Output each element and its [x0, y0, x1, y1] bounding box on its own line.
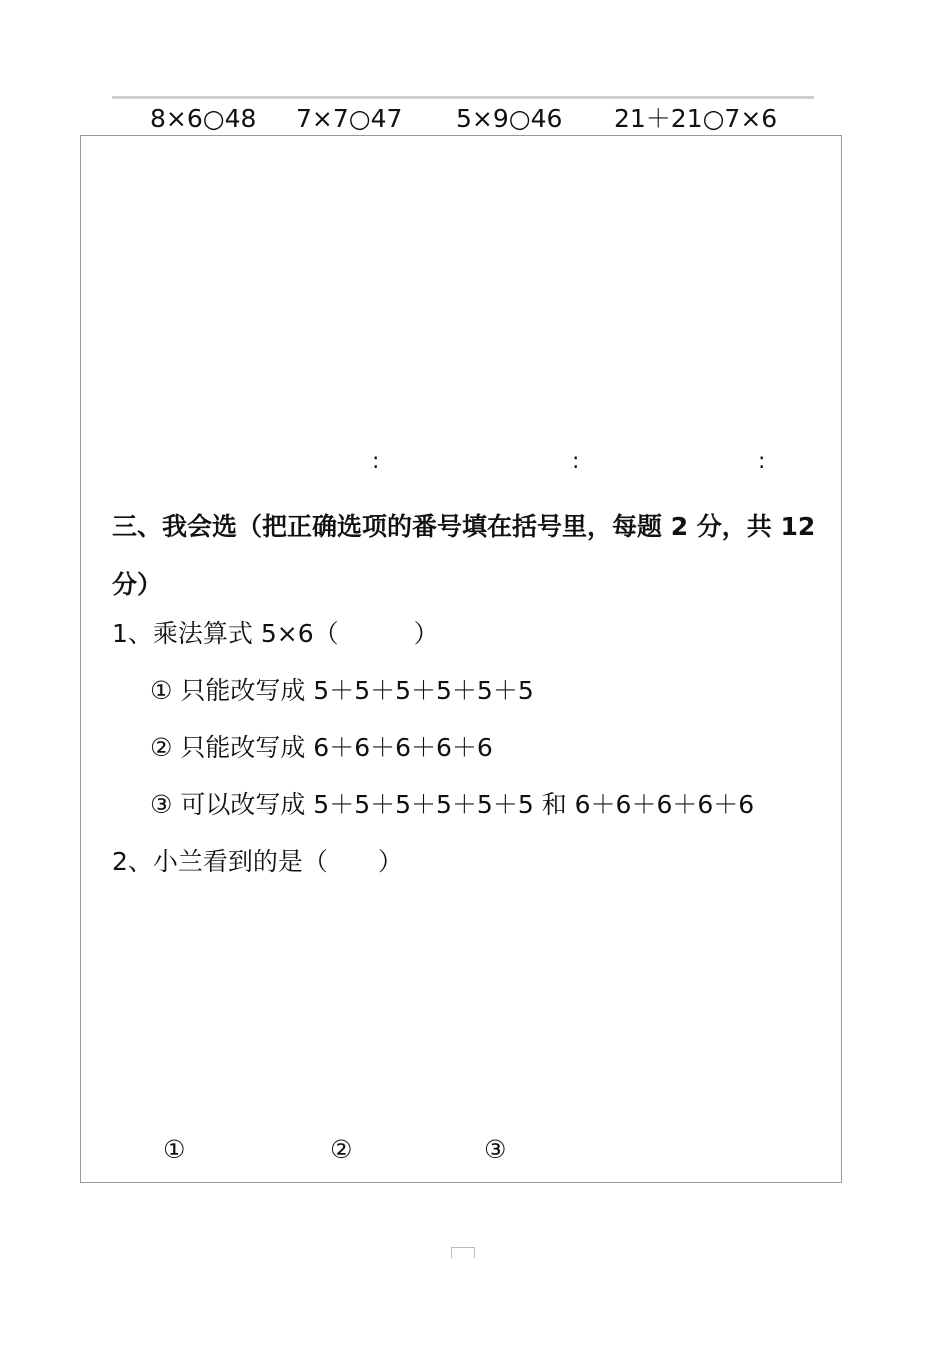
- question-1-option: ③ 可以改写成 5＋5＋5＋5＋5＋5 和 6＋6＋6＋6＋6: [150, 790, 755, 819]
- page-marker: [451, 1247, 475, 1258]
- comparison-item: 5×9○46: [456, 104, 563, 133]
- header-rule: [112, 96, 814, 99]
- question-1-stem: 1、乘法算式 5×6（ ）: [112, 619, 439, 648]
- comparison-row: [0, 103, 950, 135]
- choice-label: ③: [484, 1135, 507, 1164]
- question-1-option: ① 只能改写成 5＋5＋5＋5＋5＋5: [150, 676, 534, 705]
- question-1-option: ② 只能改写成 6＋6＋6＋6＋6: [150, 733, 493, 762]
- ratio-colon: :: [758, 449, 766, 474]
- comparison-item: 8×6○48: [150, 104, 257, 133]
- choice-label: ②: [330, 1135, 353, 1164]
- question-2-stem: 2、小兰看到的是（ ）: [112, 847, 403, 876]
- section-title: 三、我会选（把正确选项的番号填在括号里，每题 2 分，共 12 分）: [112, 512, 816, 599]
- ratio-colon: :: [572, 449, 580, 474]
- content-frame: [80, 135, 842, 1183]
- comparison-item: 7×7○47: [296, 104, 403, 133]
- ratio-colon: :: [372, 449, 380, 474]
- comparison-item: 21＋21○7×6: [614, 104, 778, 133]
- choice-label: ①: [163, 1135, 186, 1164]
